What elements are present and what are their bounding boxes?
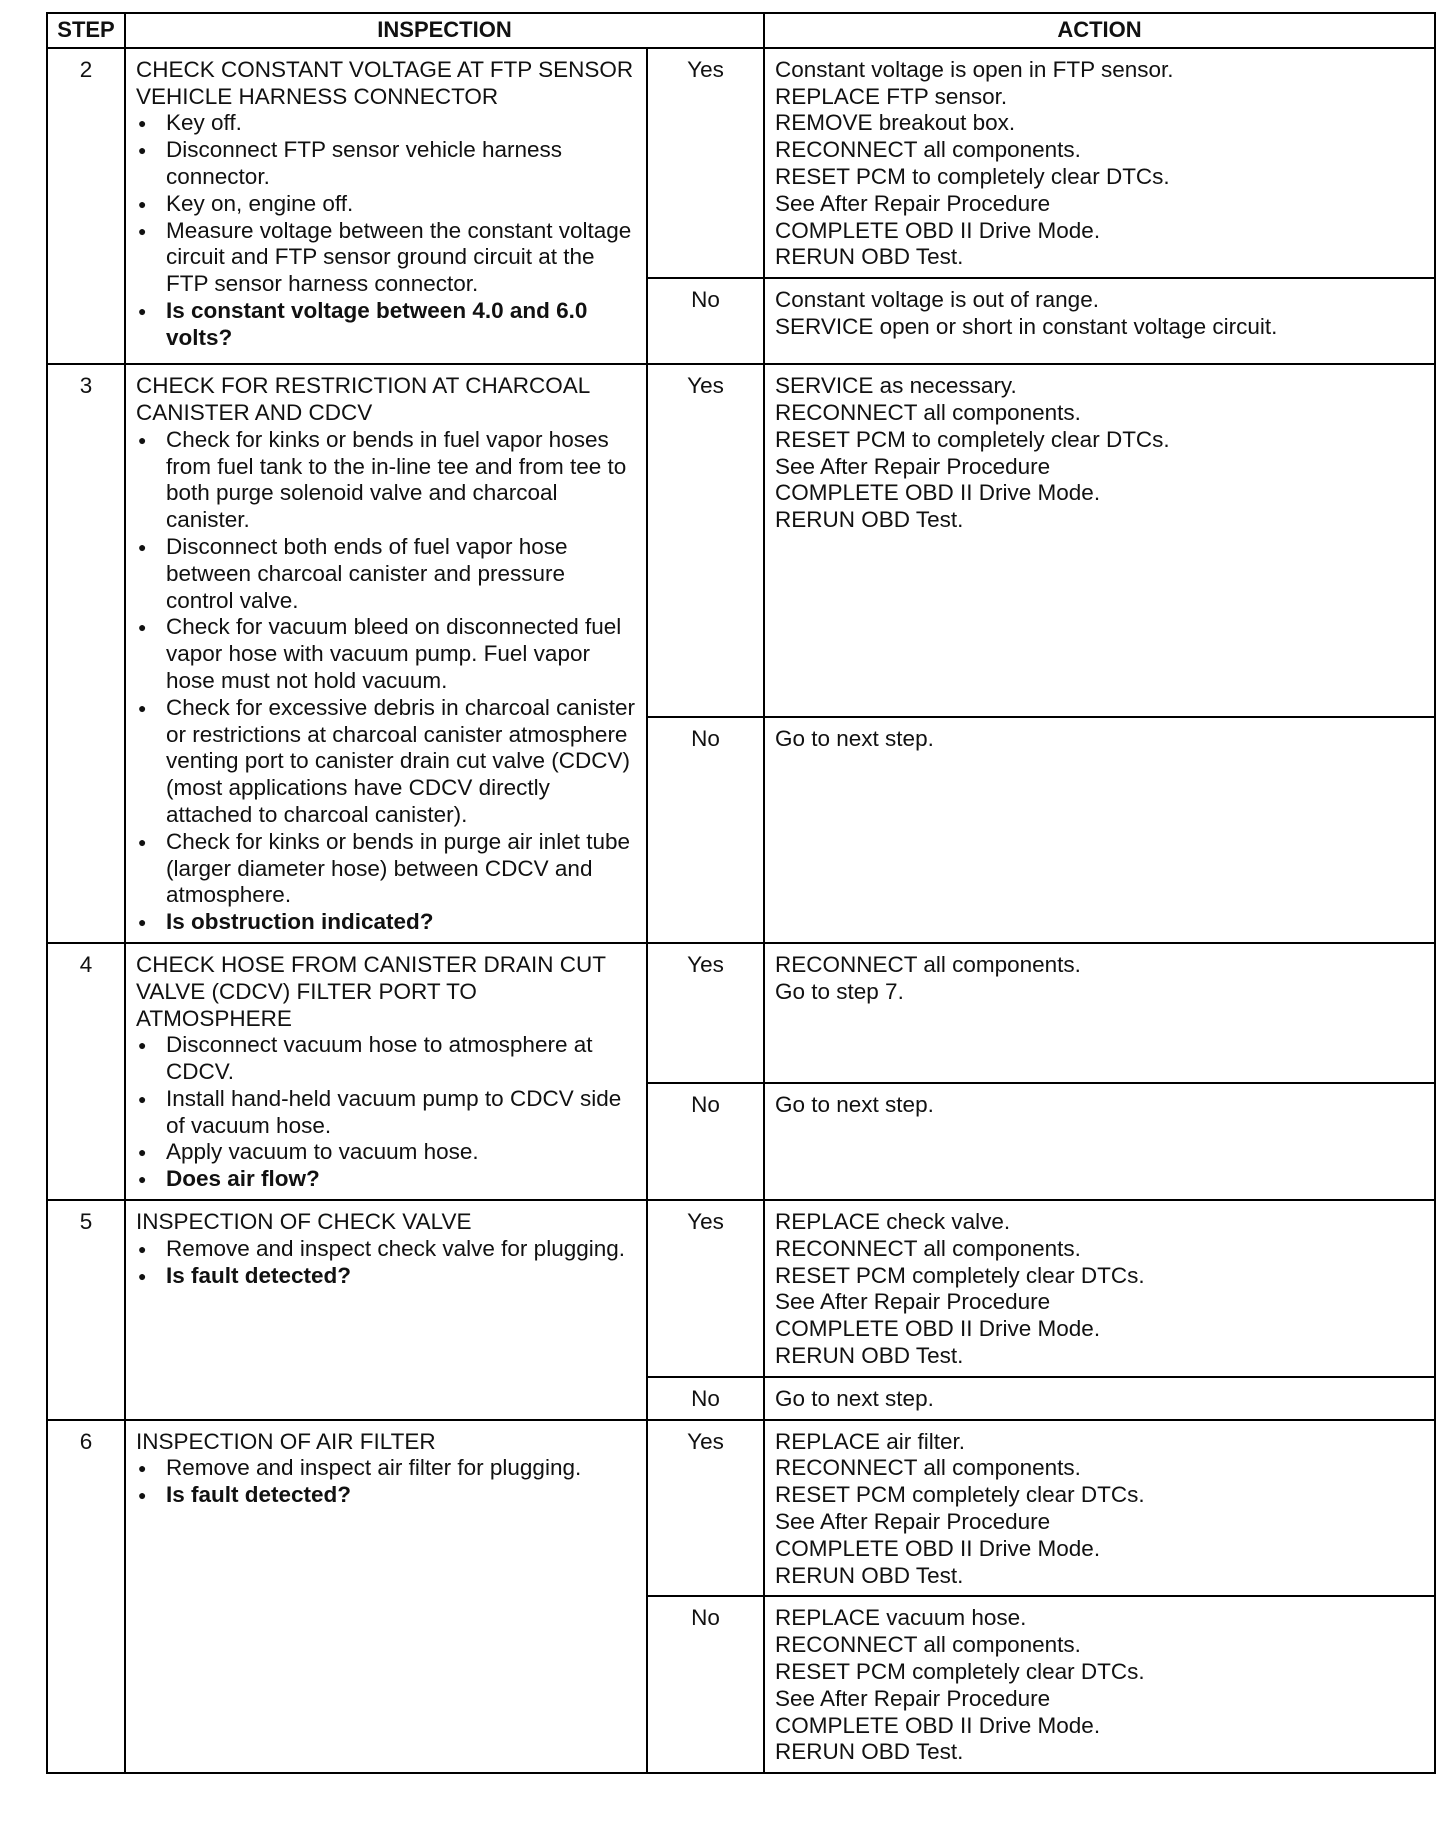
yes-action-cell xyxy=(764,364,1435,717)
action-line: COMPLETE OBD II Drive Mode. xyxy=(775,1535,1101,1561)
table-body xyxy=(47,48,1435,1773)
no-label: No xyxy=(647,1083,764,1200)
action-line: RECONNECT all components. xyxy=(775,1235,1081,1261)
inspection-title: INSPECTION OF CHECK VALVE xyxy=(136,1209,472,1235)
inspection-bullet: ● Check for excessive debris in charcoal canister or restrictions at charcoal canister atmosphere venting port to canister drain cut valve (CDCV) (most applications have CDCV directly attached to charcoal canister). xyxy=(166,695,636,829)
action-line: Go to next step. xyxy=(775,1092,934,1118)
no-label: No xyxy=(647,278,764,364)
inspection-question: ● Is constant voltage between 4.0 and 6.0 volts? xyxy=(166,298,636,352)
inspection-question: ● Is fault detected? xyxy=(166,1482,636,1509)
action-line: SERVICE open or short in constant voltage circuit. xyxy=(775,313,1278,339)
inspection-bullet: ● Disconnect FTP sensor vehicle harness connector. xyxy=(166,137,636,191)
inspection-cell xyxy=(125,1420,647,1774)
inspection-bullet: ● Disconnect vacuum hose to atmosphere at CDCV. xyxy=(166,1032,636,1086)
inspection-question: ● Is obstruction indicated? xyxy=(166,909,636,936)
action-line: RERUN OBD Test. xyxy=(775,1562,964,1588)
action-line: RESET PCM to completely clear DTCs. xyxy=(775,163,1170,189)
step-number: 2 xyxy=(47,48,125,364)
inspection-bullet: ● Measure voltage between the constant voltage circuit and FTP sensor ground circuit at the FTP sensor harness connector. xyxy=(166,218,636,298)
action-line: SERVICE as necessary. xyxy=(775,373,1017,399)
inspection-cell xyxy=(125,364,647,943)
no-label: No xyxy=(647,1377,764,1420)
no-label: No xyxy=(647,717,764,943)
inspection-title: CHECK FOR RESTRICTION AT CHARCOAL CANISTER AND CDCV xyxy=(136,373,590,425)
action-line: REPLACE check valve. xyxy=(775,1209,1011,1235)
step-row-yes xyxy=(47,1420,1435,1597)
action-line: See After Repair Procedure xyxy=(775,1289,1051,1315)
step-number: 4 xyxy=(47,943,125,1200)
yes-action-cell xyxy=(764,1420,1435,1597)
inspection-bullet: ● Check for vacuum bleed on disconnected fuel vapor hose with vacuum pump. Fuel vapor hose must not hold vacuum. xyxy=(166,614,636,694)
action-line: COMPLETE OBD II Drive Mode. xyxy=(775,1712,1101,1738)
step-row-yes xyxy=(47,943,1435,1083)
action-line: See After Repair Procedure xyxy=(775,453,1051,479)
action-line: COMPLETE OBD II Drive Mode. xyxy=(775,480,1101,506)
inspection-question: ● Is fault detected? xyxy=(166,1263,636,1290)
action-line: RECONNECT all components. xyxy=(775,951,1081,977)
no-action-cell xyxy=(764,1377,1435,1420)
yes-action-cell xyxy=(764,943,1435,1083)
action-line: REMOVE breakout box. xyxy=(775,110,1016,136)
action-line: RECONNECT all components. xyxy=(775,137,1081,163)
yes-label: Yes xyxy=(647,1420,764,1597)
inspection-cell xyxy=(125,943,647,1200)
inspection-bullet: ● Apply vacuum to vacuum hose. xyxy=(166,1139,636,1166)
step-row-yes xyxy=(47,1200,1435,1377)
header-inspection: INSPECTION xyxy=(125,13,764,48)
header-step: STEP xyxy=(47,13,125,48)
no-action-cell xyxy=(764,717,1435,943)
no-action-cell xyxy=(764,1083,1435,1200)
action-line: RESET PCM completely clear DTCs. xyxy=(775,1659,1145,1685)
action-line: REPLACE FTP sensor. xyxy=(775,83,1008,109)
inspection-title: INSPECTION OF AIR FILTER xyxy=(136,1428,436,1454)
inspection-bullet: ● Check for kinks or bends in purge air inlet tube (larger diameter hose) between CDCV and atmosphere. xyxy=(166,829,636,909)
action-line: Go to next step. xyxy=(775,726,934,752)
action-line: RERUN OBD Test. xyxy=(775,1739,964,1765)
action-line: RERUN OBD Test. xyxy=(775,1343,964,1369)
inspection-title: CHECK HOSE FROM CANISTER DRAIN CUT VALVE (CDCV) FILTER PORT TO ATMOSPHERE xyxy=(136,951,606,1031)
inspection-bullets xyxy=(136,110,636,351)
action-line: Constant voltage is out of range. xyxy=(775,287,1099,313)
inspection-bullet: ● Remove and inspect air filter for plugging. xyxy=(166,1455,636,1482)
action-line: RERUN OBD Test. xyxy=(775,507,964,533)
inspection-question: ● Does air flow? xyxy=(166,1166,636,1193)
inspection-bullet: ● Remove and inspect check valve for plugging. xyxy=(166,1236,636,1263)
yes-label: Yes xyxy=(647,1200,764,1377)
yes-label: Yes xyxy=(647,943,764,1083)
inspection-bullet: ● Disconnect both ends of fuel vapor hose between charcoal canister and pressure control valve. xyxy=(166,534,636,614)
step-row-yes xyxy=(47,48,1435,278)
action-line: COMPLETE OBD II Drive Mode. xyxy=(775,217,1101,243)
inspection-bullets xyxy=(136,1236,636,1290)
action-line: See After Repair Procedure xyxy=(775,190,1051,216)
header-action: ACTION xyxy=(764,13,1435,48)
action-line: RECONNECT all components. xyxy=(775,399,1081,425)
step-number: 5 xyxy=(47,1200,125,1420)
inspection-bullet: ● Install hand-held vacuum pump to CDCV side of vacuum hose. xyxy=(166,1086,636,1140)
no-action-cell xyxy=(764,278,1435,364)
action-line: RESET PCM to completely clear DTCs. xyxy=(775,426,1170,452)
inspection-bullet: ● Key off. xyxy=(166,110,636,137)
yes-action-cell xyxy=(764,1200,1435,1377)
inspection-bullets xyxy=(136,1032,636,1193)
action-line: RECONNECT all components. xyxy=(775,1632,1081,1658)
action-line: RESET PCM completely clear DTCs. xyxy=(775,1262,1145,1288)
action-line: REPLACE vacuum hose. xyxy=(775,1605,1027,1631)
action-line: See After Repair Procedure xyxy=(775,1685,1051,1711)
step-number: 6 xyxy=(47,1420,125,1774)
action-line: See After Repair Procedure xyxy=(775,1509,1051,1535)
action-line: Go to step 7. xyxy=(775,978,904,1004)
inspection-cell xyxy=(125,1200,647,1420)
step-number: 3 xyxy=(47,364,125,943)
inspection-bullet: ● Check for kinks or bends in fuel vapor hoses from fuel tank to the in-line tee and from tee to both purge solenoid valve and charcoal canister. xyxy=(166,427,636,534)
action-line: REPLACE air filter. xyxy=(775,1428,966,1454)
action-line: RERUN OBD Test. xyxy=(775,244,964,270)
action-line: RECONNECT all components. xyxy=(775,1455,1081,1481)
yes-action-cell xyxy=(764,48,1435,278)
yes-label: Yes xyxy=(647,364,764,717)
inspection-bullets xyxy=(136,1455,636,1509)
action-line: Constant voltage is open in FTP sensor. xyxy=(775,56,1174,82)
inspection-cell xyxy=(125,48,647,364)
action-line: RESET PCM completely clear DTCs. xyxy=(775,1482,1145,1508)
step-row-yes xyxy=(47,364,1435,717)
header-row xyxy=(47,13,1435,48)
no-label: No xyxy=(647,1596,764,1773)
inspection-bullet: ● Key on, engine off. xyxy=(166,191,636,218)
inspection-title: CHECK CONSTANT VOLTAGE AT FTP SENSOR VEHICLE HARNESS CONNECTOR xyxy=(136,56,634,109)
inspection-bullets xyxy=(136,427,636,936)
no-action-cell xyxy=(764,1596,1435,1773)
diagnostic-table xyxy=(46,12,1436,1774)
yes-label: Yes xyxy=(647,48,764,278)
action-line: COMPLETE OBD II Drive Mode. xyxy=(775,1316,1101,1342)
action-line: Go to next step. xyxy=(775,1385,934,1411)
